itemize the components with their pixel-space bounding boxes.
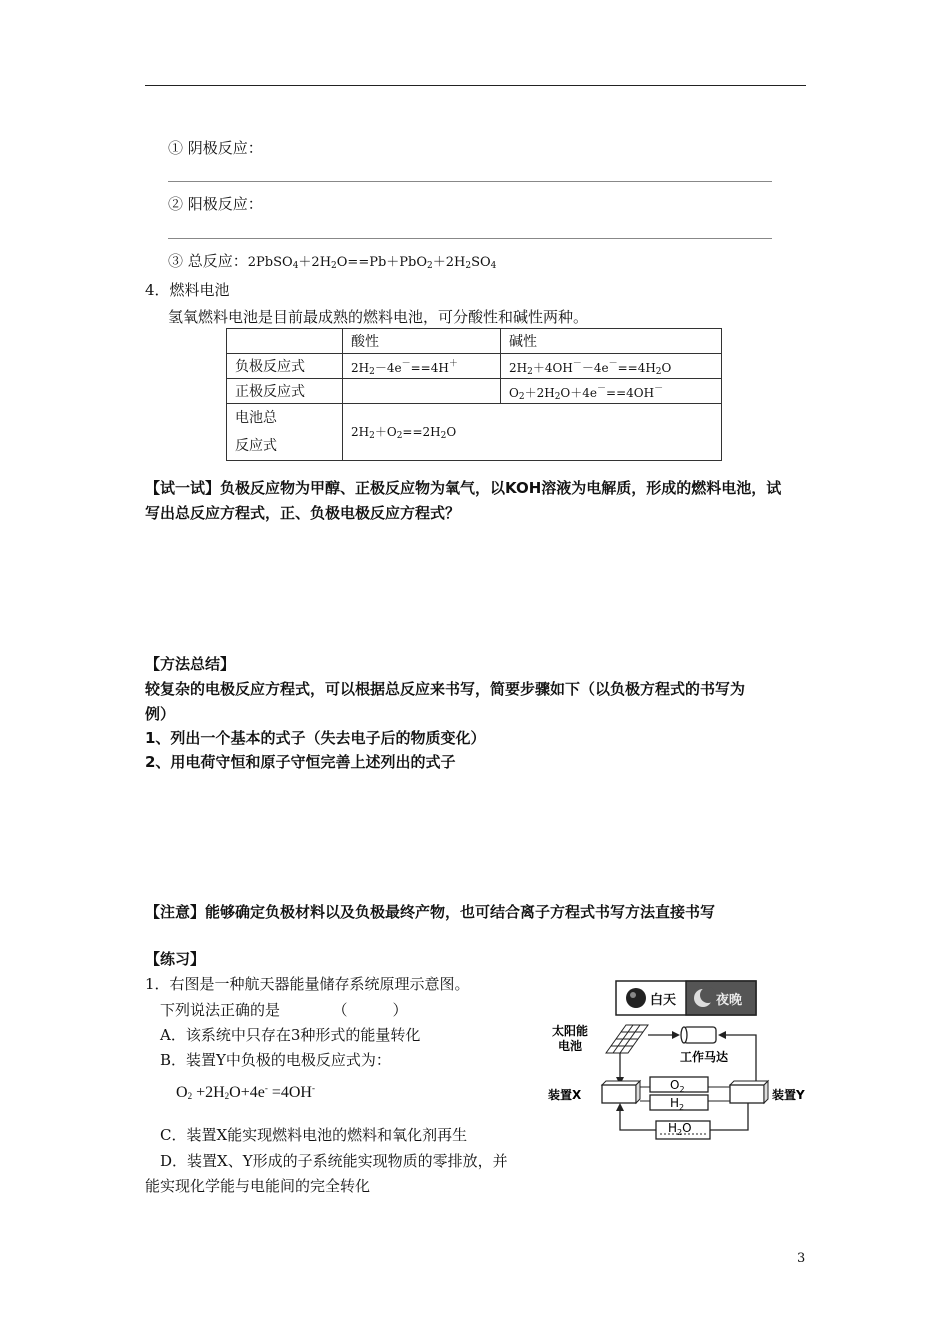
section-title: 4．燃料电池 <box>145 281 230 299</box>
method-line1: 较复杂的电极反应方程式，可以根据总反应来书写，简要步骤如下（以负极方程式的书写为 <box>145 680 746 698</box>
table-header-cell: 酸性 <box>343 329 501 354</box>
y-to-water-pipe <box>710 1103 748 1130</box>
table-cell: $2H_2+4OH^--4e^-==4H_2O$ <box>501 354 722 379</box>
water-label: $H_2O$ <box>668 1121 692 1137</box>
section-intro: 氢氧燃料电池是目前最成熟的燃料电池，可分酸性和碱性两种。 <box>168 308 589 326</box>
solar-cell-label-2: 电池 <box>558 1039 583 1053</box>
table-row-label: 负极反应式 <box>227 354 343 379</box>
practice-title: 【练习】 <box>145 950 206 968</box>
method-step1: 1、列出一个基本的式子（失去电子后的物质变化） <box>145 729 486 747</box>
cathode-answer-line <box>168 181 772 182</box>
option-b: B．装置Y中负极的电极反应式为： <box>160 1051 391 1069</box>
method-title: 【方法总结】 <box>145 655 236 673</box>
table-row <box>227 379 722 404</box>
table-row-label: 正极反应式 <box>227 379 343 404</box>
method-step2: 2、用电荷守恒和原子守恒完善上述列出的式子 <box>145 753 456 771</box>
moon-shadow <box>700 987 716 1003</box>
table-header-cell: 碱性 <box>501 329 722 354</box>
device-x-label: 装置X <box>548 1088 582 1102</box>
anode-answer-line <box>168 238 772 239</box>
option-a: A．该系统中只存在3种形式的能量转化 <box>160 1026 421 1044</box>
night-label: 夜晚 <box>716 993 743 1008</box>
arrowhead <box>718 1031 726 1039</box>
question-stem-1: 1．右图是一种航天器能量储存系统原理示意图。 <box>145 975 470 993</box>
sun-icon <box>626 988 646 1008</box>
table-row-label: 电池总 反应式 <box>227 404 343 461</box>
table-header-cell <box>227 329 343 354</box>
sun-highlight <box>630 992 636 998</box>
method-line2: 例） <box>145 705 176 723</box>
motor-end <box>681 1027 687 1043</box>
table-cell: $O_2+2H_2O+4e^-==4OH^-$ <box>501 379 722 404</box>
option-c: C．装置X能实现燃料电池的燃料和氧化剂再生 <box>160 1126 468 1144</box>
header-rule <box>145 85 806 86</box>
device-y-label: 装置Y <box>772 1088 805 1102</box>
energy-storage-diagram <box>544 977 834 1157</box>
table-cell: $2H_2-4e^-==4H^+$ <box>343 354 501 379</box>
fuel-cell-table <box>226 328 722 461</box>
total-reaction-label: ③ 总反应： <box>168 252 248 270</box>
water-to-x-pipe <box>620 1111 656 1130</box>
anode-reaction-label: ② 阳极反应： <box>168 195 263 213</box>
solar-panel-icon <box>606 1025 648 1053</box>
o2-label: $O_2$ <box>670 1078 685 1094</box>
y-to-motor-arrow <box>724 1035 756 1085</box>
day-label: 白天 <box>650 993 677 1008</box>
device-y-side <box>764 1081 768 1103</box>
try-prompt-line2: 写出总反应方程式，正、负极电极反应方程式？ <box>145 504 461 522</box>
table-row <box>227 329 722 354</box>
cathode-reaction-label: ① 阴极反应： <box>168 139 263 157</box>
arrowhead <box>616 1103 624 1111</box>
device-x-side <box>636 1081 640 1103</box>
total-reaction <box>168 250 496 271</box>
table-row <box>227 354 722 379</box>
device-y-box <box>730 1085 764 1103</box>
question-stem-2: 下列说法正确的是 （ ） <box>160 1001 408 1019</box>
motor-icon <box>684 1027 716 1043</box>
note: 【注意】能够确定负极材料以及负极最终产物，也可结合离子方程式书写方法直接书写 <box>145 903 716 921</box>
total-reaction-equation: $2PbSO_4+2H_2O==Pb+PbO_2+2H_2SO_4$ <box>247 255 497 271</box>
arrowhead <box>672 1031 680 1039</box>
table-row <box>227 404 722 461</box>
table-cell: $2H_2+O_2==2H_2O$ <box>343 404 722 461</box>
option-d-line1: D．装置X、Y形成的子系统能实现物质的零排放，并 <box>160 1152 508 1170</box>
option-b-equation: $O_2 +2H_2O+4e^- =4OH^-$ <box>176 1083 315 1101</box>
option-d-line2: 能实现化学能与电能间的完全转化 <box>145 1177 371 1195</box>
h2-label: $H_2$ <box>670 1096 685 1112</box>
solar-cell-label-1: 太阳能 <box>552 1024 589 1038</box>
page-number: 3 <box>797 1251 806 1266</box>
table-cell <box>343 379 501 404</box>
motor-label: 工作马达 <box>680 1050 729 1064</box>
device-x-box <box>602 1085 636 1103</box>
try-prompt-line1: 【试一试】负极反应物为甲醇、正极反应物为氧气，以KOH溶液为电解质，形成的燃料电池，试 <box>145 479 782 497</box>
